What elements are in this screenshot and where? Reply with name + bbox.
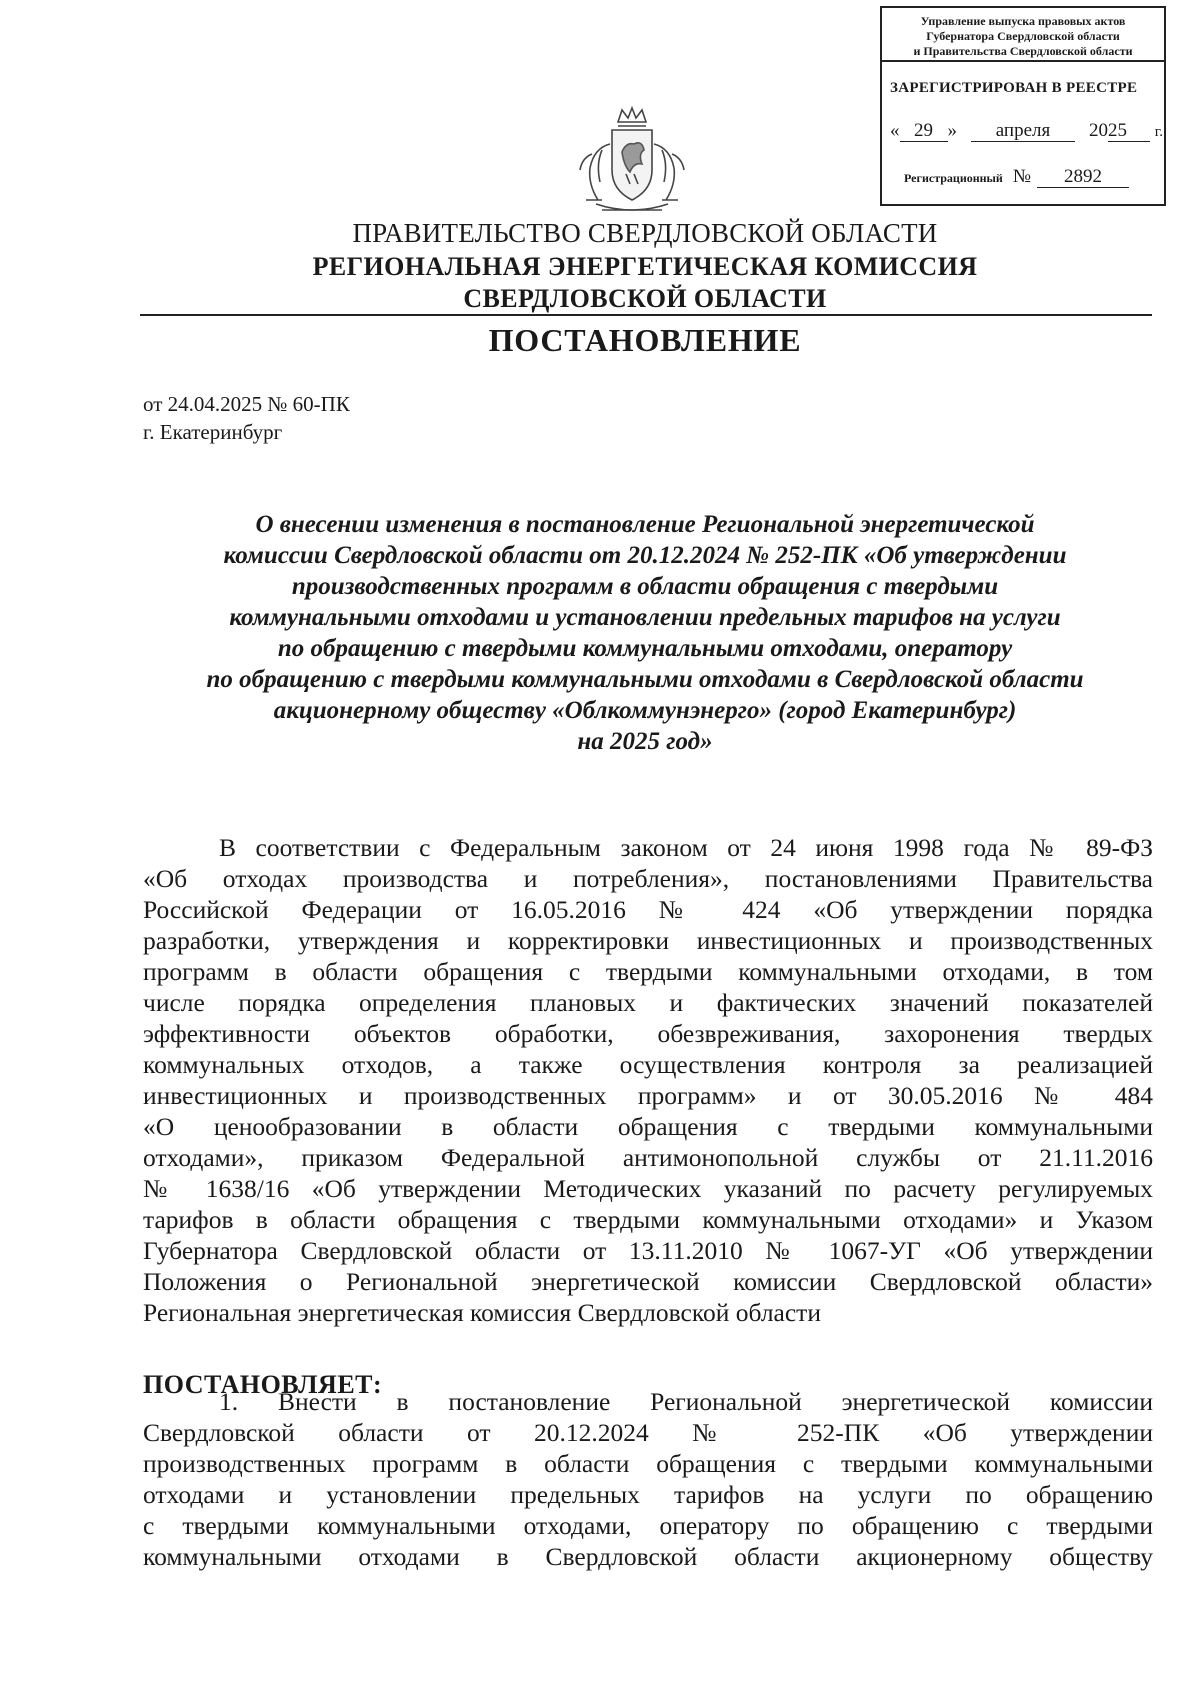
stamp-year-unit: г. <box>1154 124 1163 140</box>
commission-title-line2: СВЕРДЛОВСКОЙ ОБЛАСТИ <box>463 284 827 313</box>
body-line: 1. Внести в постановление Региональной энергетической комиссии <box>219 1387 1153 1416</box>
header-divider <box>140 314 1152 316</box>
body-line: производственных программ в области обращения с твердыми коммунальными <box>143 1449 1153 1478</box>
title-line: на 2025 год» <box>577 728 713 755</box>
stamp-reg-label: Регистрационный <box>904 171 1003 185</box>
body-line: коммунальными отходами в Свердловской области акционерному обществу <box>143 1542 1153 1571</box>
title-line: производственных программ в области обращения с твердыми <box>291 573 999 600</box>
title-line: по обращению с твердыми коммунальными отходами в Свердловской области <box>206 666 1084 693</box>
body-line: отходами и установлении предельных тарифов на услуги по обращению <box>143 1480 1153 1509</box>
document-city: г. Екатеринбург <box>143 420 283 444</box>
body-line: № 1638/16 «Об утверждении Методических указаний по расчету регулируемых <box>143 1174 1153 1203</box>
decree-word: ПОСТАНОВЛЯЕТ: <box>143 1370 383 1399</box>
body-line: Положения о Региональной энергетической комиссии Свердловской области» <box>143 1267 1153 1296</box>
body-line: программ в области обращения с твердыми коммунальными отходами, в том <box>143 957 1153 986</box>
stamp-header-line: Управление выпуска правовых актов <box>920 14 1126 28</box>
body-line: Российской Федерации от 16.05.2016 № 424 «Об утверждении порядка <box>143 895 1153 924</box>
commission-title-line1: РЕГИОНАЛЬНАЯ ЭНЕРГЕТИЧЕСКАЯ КОМИССИЯ <box>312 252 978 281</box>
stamp-header-line: Губернатора Свердловской области <box>926 29 1120 43</box>
body-line: В соответствии с Федеральным законом от 24 июня 1998 года № 89-ФЗ <box>219 833 1153 862</box>
body-line: тарифов в области обращения с твердыми коммунальными отходами» и Указом <box>143 1205 1153 1234</box>
body-line: «О ценообразовании в области обращения с твердыми коммунальными <box>143 1112 1153 1141</box>
body-line: с твердыми коммунальными отходами, оператору по обращению с твердыми <box>143 1511 1153 1540</box>
document-type-title: ПОСТАНОВЛЕНИЕ <box>488 322 802 358</box>
title-line: комиссии Свердловской области от 20.12.2024 № 252-ПК «Об утверждении <box>223 542 1067 569</box>
stamp-date: « 29 » апреля 2025 г. <box>890 120 1163 141</box>
body-line: разработки, утверждения и корректировки инвестиционных и производственных <box>143 926 1153 955</box>
stamp-day: 29 <box>900 121 948 142</box>
title-line: по обращению с твердыми коммунальными отходами, оператору <box>277 635 1013 662</box>
stamp-year-prefix: 20 <box>1089 120 1108 141</box>
title-line: акционерному обществу «Облкоммунэнерго» (город Екатеринбург) <box>273 697 1017 724</box>
stamp-header <box>882 8 1164 62</box>
body-line: Свердловской области от 20.12.2024 № 252-ПК «Об утверждении <box>143 1418 1153 1447</box>
stamp-reg-number: 2892 <box>1037 167 1129 188</box>
stamp-month: апреля <box>971 121 1075 142</box>
stamp-no-sign: № <box>1012 166 1031 187</box>
body-line: эффективности объектов обработки, обезвреживания, захоронения твердых <box>143 1019 1153 1048</box>
government-title: ПРАВИТЕЛЬСТВО СВЕРДЛОВСКОЙ ОБЛАСТИ <box>352 218 938 248</box>
body-line: инвестиционных и производственных программ» и от 30.05.2016 № 484 <box>143 1081 1153 1110</box>
stamp-year-suffix: 25 <box>1108 121 1150 142</box>
body-line: коммунальных отходов, а также осуществления контроля за реализацией <box>143 1050 1153 1079</box>
title-line: коммунальными отходами и установлении предельных тарифов на услуги <box>229 604 1061 631</box>
coat-of-arms-icon <box>572 104 692 216</box>
body-line: отходами», приказом Федеральной антимонопольной службы от 21.11.2016 <box>143 1143 1153 1172</box>
document-date-number: от 24.04.2025 № 60-ПК <box>143 392 350 416</box>
stamp-registered-title: ЗАРЕГИСТРИРОВАН В РЕЕСТРЕ <box>890 80 1138 96</box>
body-line: Губернатора Свердловской области от 13.11.2010 № 1067-УГ «Об утверждении <box>143 1236 1153 1265</box>
body-line: «Об отходах производства и потребления», постановлениями Правительства <box>143 864 1153 893</box>
stamp-header-line: и Правительства Свердловской области <box>913 44 1133 58</box>
stamp-registration <box>904 166 1129 188</box>
body-line: Региональная энергетическая комиссия Свердловской области <box>143 1298 821 1327</box>
registry-stamp <box>880 6 1166 206</box>
title-line: О внесении изменения в постановление Региональной энергетической <box>255 511 1035 538</box>
body-line: числе порядка определения плановых и фактических значений показателей <box>143 988 1153 1017</box>
